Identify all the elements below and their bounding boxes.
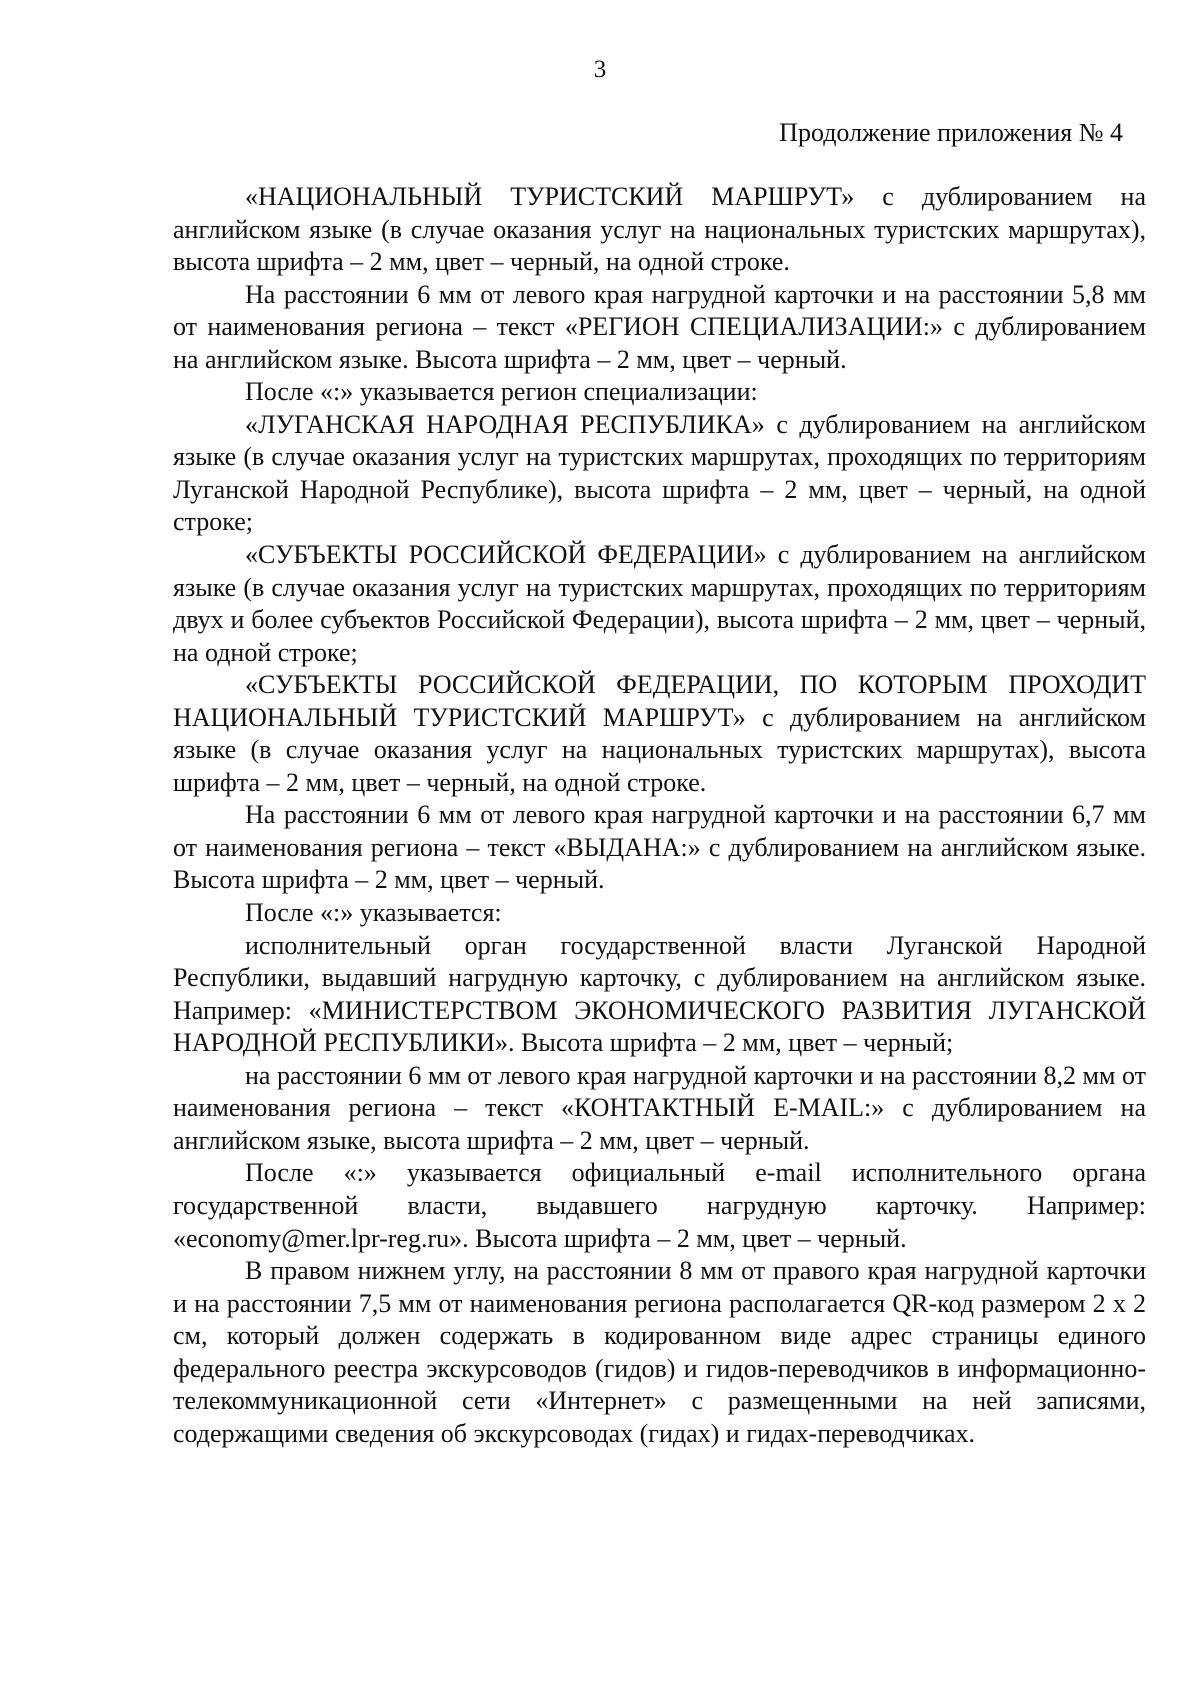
paragraph-contact-email: на расстоянии 6 мм от левого края нагрудной карточки и на расстоянии 8,2 мм от наименования региона – текст «КОНТАКТНЫЙ E-MAIL:» с дублированием на английском языке, высота шрифта – 2 мм, цвет – черный.	[173, 1060, 1146, 1155]
paragraph-executive-body: исполнительный орган государственной власти Луганской Народной Республики, выдавший нагрудную карточку, с дублированием на английском языке. Например: «МИНИСТЕРСТВОМ ЭКОНОМИЧЕСКОГО РАЗВИТИЯ ЛУГАНСКОЙ НАРОДНОЙ РЕСПУБЛИКИ». Высота шрифта – 2 мм, цвет – черный;	[173, 930, 1146, 1058]
paragraph-lugansk-republic: «ЛУГАНСКАЯ НАРОДНАЯ РЕСПУБЛИКА» с дублированием на английском языке (в случае оказания услуг на туристских маршрутах, проходящих по территориям Луганской Народной Республике), высота шрифта – 2 мм, цвет – черный, на одной строке;	[173, 409, 1146, 537]
paragraph-official-email: После «:» указывается официальный e-mail исполнительного органа государственной власти, выдавшего нагрудную карточку. Например: «economy@mer.lpr-reg.ru». Высота шрифта – 2 мм, цвет – черный.	[173, 1158, 1146, 1253]
paragraph-after-colon-issued: После «:» указывается:	[245, 898, 502, 928]
paragraph-after-colon-region: После «:» указывается регион специализации:	[245, 377, 758, 407]
paragraph-national-route: «НАЦИОНАЛЬНЫЙ ТУРИСТСКИЙ МАРШРУТ» с дублированием на английском языке (в случае оказания услуг на национальных туристских маршрутах), высота шрифта – 2 мм, цвет – черный, на одной строке.	[173, 182, 1146, 277]
paragraph-issued-by: На расстоянии 6 мм от левого края нагрудной карточки и на расстоянии 6,7 мм от наименования региона – текст «ВЫДАНА:» с дублированием на английском языке. Высота шрифта – 2 мм, цвет – черный.	[173, 800, 1146, 895]
document-body	[173, 181, 1146, 1450]
paragraph-region-specialization: На расстоянии 6 мм от левого края нагрудной карточки и на расстоянии 5,8 мм от наименования региона – текст «РЕГИОН СПЕЦИАЛИЗАЦИИ:» с дублированием на английском языке. Высота шрифта – 2 мм, цвет – черный.	[173, 279, 1146, 374]
paragraph-rf-subjects-national-route: «СУБЪЕКТЫ РОССИЙСКОЙ ФЕДЕРАЦИИ, ПО КОТОРЫМ ПРОХОДИТ НАЦИОНАЛЬНЫЙ ТУРИСТСКИЙ МАРШРУТ» с дублированием на английском языке (в случае оказания услуг на национальных туристских маршрутах), высота шрифта – 2 мм, цвет – черный, на одной строке.	[173, 670, 1146, 797]
paragraph-rf-subjects: «СУБЪЕКТЫ РОССИЙСКОЙ ФЕДЕРАЦИИ» с дублированием на английском языке (в случае оказания услуг на туристских маршрутах, проходящих по территориям двух и более субъектов Российской Федерации), высота шрифта – 2 мм, цвет – черный, на одной строке;	[173, 540, 1146, 667]
appendix-continuation-label: Продолжение приложения № 4	[779, 118, 1123, 147]
paragraph-qr-code: В правом нижнем углу, на расстоянии 8 мм от правого края нагрудной карточки и на расстоянии 7,5 мм от наименования региона располагается QR-код размером 2 х 2 см, который должен содержать в кодированном виде адрес страницы единого федерального реестра экскурсоводов (гидов) и гидов-переводчиков в информационно-телекоммуникационной сети «Интернет» с размещенными на ней записями, содержащими сведения об экскурсоводах (гидах) и гидах-переводчиках.	[173, 1256, 1146, 1448]
page-number: 3	[593, 56, 607, 83]
